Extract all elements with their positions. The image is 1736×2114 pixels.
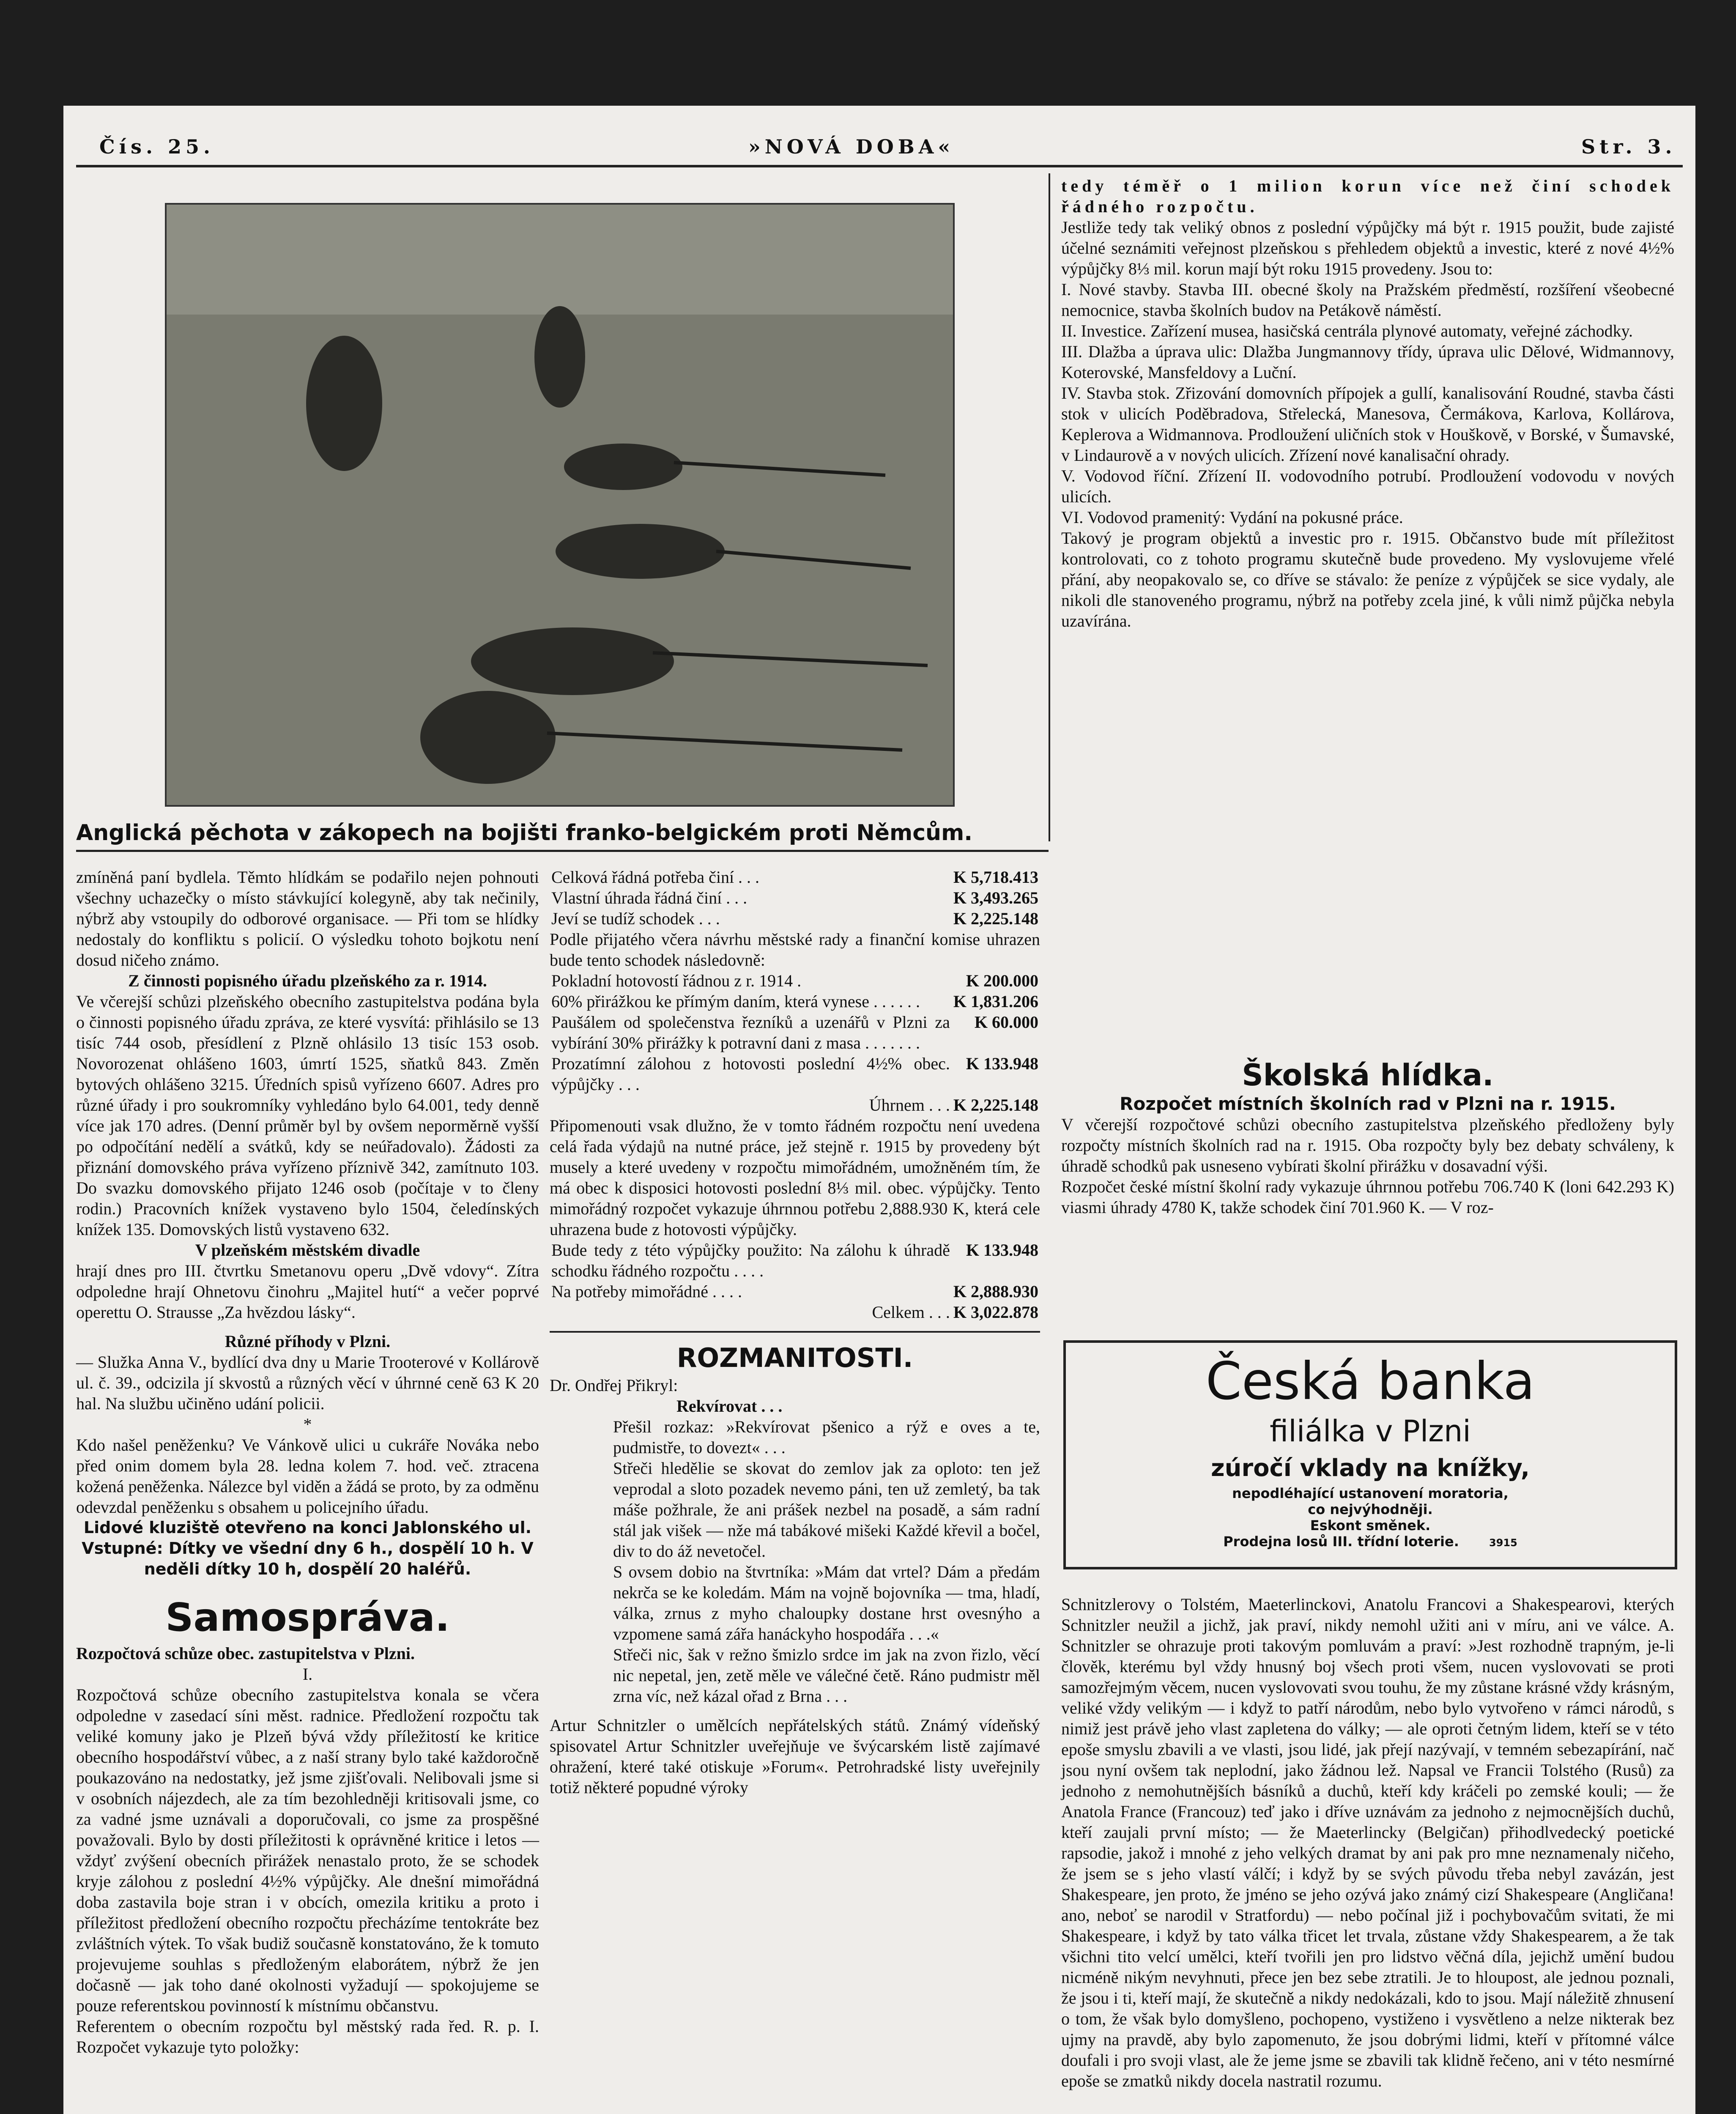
header-rule (76, 165, 1683, 167)
poem-author: Dr. Ondřej Přikryl: (550, 1376, 678, 1395)
poem-stanza-2: Střeči hledělie se skovat do zemlov jak za oploto: ten jež veprodal a sloto pozadek nevemo páni, ten už zemletý, ba tak máše požhrale, že ani prášek nezbel na posadě, a sám radní stál jak višek — nže má tabákové mišeki Každé křevil a bočel, div to do áž nevetočel. (613, 1459, 1040, 1561)
ad-line-1: nepodléhající ustanovení moratoria, (1232, 1485, 1509, 1501)
left-divider: * (303, 1415, 312, 1434)
budget-table-1 (550, 867, 1040, 929)
ad-deposits: zúročí vklady na knížky, (1211, 1454, 1530, 1482)
samosprava-para-1: Rozpočtová schůze obecního zastupitelstva konala se včera odpoledne v zasedací síni měst. radnice. Předložení rozpočtu tak veliké komuny jako je Plzeň bývá vždy příležitostí ke kritice obecního hospodářství vůbec, a z naší strany bylo také každoročně poukazováno na nedostatky, jež jsme zjišťovali. Nelibovali jsme si v osobních nájezdech, ale za tím bezohledněji kritisovali jsme, co za vadné jsme uznávali a doporučovali, co jsme za prospěšné považovali. Bylo by dosti příležitosti k oprávněné kritice i letos — vždyť zvýšení obecních přirážek nenastalo proto, že se schodek kryje zálohou z poslední 4½% výpůjčky. Ale dnešní mimořádná doba zastavila boje stran i v obcích, omezila kritiku a proto i příležitost předložení obecního rozpočtu přecházíme tentokráte bez zvláštních výtek. To však budiž současně konstatováno, že k tomuto projevujeme souhlas s předloženým elaborátem, nýbrž že jen dočasně — jak toho dané okolnosti vyžadují — spokojujeme se pouze referentskou povinností k místnímu občanstvu. (76, 1685, 539, 2015)
table-row: Jeví se tudíž schodek . . . K 2,225.148 (551, 909, 1038, 928)
budget-para-1: Jestliže tedy tak veliký obnos z poslední výpůjčky má být r. 1915 použit, bude zajisté účelné seznámiti veřejnost plzeňskou s přehledem objektů a investic, které z nové 4½% výpůjčky 8⅓ mil. korun mají být roku 1915 provedeny. Jsou to: (1061, 218, 1674, 278)
budget-para-2: Takový je program objektů a investic pro r. 1915. Občanstvo bude mít příležitost kontrolovati, co z tohoto programu skutečně bude provedeno. My vyslovujeme vřelé přání, aby neopakovalo se, co dříve se stávalo: že peníze z výpůjček se sice vydaly, ale nikoli dle stanoveného programu, nýbrž na potřeby zcela jiné, k vůli nimž půjčka nebyla uzavírána. (1061, 528, 1674, 630)
left-heading-3: Různé příhody v Plzni. (225, 1332, 391, 1351)
budget-lead: tedy téměř o 1 milion korun více než činí schodek řádného rozpočtu. (1061, 176, 1674, 216)
table-row: Vlastní úhrada řádná činí . . . K 3,493.265 (551, 888, 1038, 907)
middle-column (550, 867, 1040, 1798)
table-row: Na potřeby mimořádné . . . . K 2,888.930 (551, 1282, 1038, 1301)
poem (550, 1396, 1040, 1706)
middle-para-2: Připomenouti vsak dlužno, že v tomto řádném rozpočtu není uvedena celá řada výdajů na nutné práce, jež stejně r. 1915 by provedeny být musely a které uvedeny v rozpočtu mimořádném, umožněném tím, že má obec k disposici hotovosti poslední 8⅓ mil. obec. výpůjčky. Tento mimořádný rozpočet vykazuje úhrnnou potřebu 2,888.930 K, která cele uhrazena bude z hotovosti výpůjčky. (550, 1116, 1040, 1239)
table-row: Paušálem od společenstva řezníků a uzenářů v Plzni za vybírání 30% přirážky k potravní dani z masa . . . . . . . K 60.000 (551, 1013, 1038, 1052)
budget-item-3: III. Dlažba a úprava ulic: Dlažba Jungmannovy třídy, úprava ulic Dělové, Widmannovy, Koterovské, Mansfeldovy a Luční. (1061, 342, 1674, 382)
table-row: Prozatímní zálohou z hotovosti poslední 4½% obec. výpůjčky . . . K 133.948 (551, 1054, 1038, 1094)
rozmanitosti-title: ROZMANITOSTI. (676, 1342, 913, 1373)
samosprava-subtitle: Rozpočtová schůze obec. zastupitelstva v Plzni. (76, 1644, 415, 1663)
poem-stanza-4: Střeči nic, šak v režno šmizlo srdce im jak na zvon řizlo, věcí nic nepetal, jen, zetě měle ve válečné četě. Ráno pudmistr měl zrna víc, než kázal ořad z Brna . . . (613, 1645, 1040, 1706)
ad-lottery: Prodejna losů III. třídní loterie. (1223, 1533, 1459, 1550)
table-row: Celkem . . . K 3,022.878 (872, 1303, 1038, 1322)
poem-stanza-1: Přešil rozkaz: »Rekvírovat pšenico a rýž e oves a te, pudmistře, to dovezt« . . . (613, 1417, 1040, 1457)
column-rule (1049, 173, 1050, 841)
photo-soldiers-trench (165, 203, 955, 807)
issue-number: Čís. 25. (99, 135, 215, 158)
schnitzler-continuation (1061, 1594, 1674, 2091)
samosprava-part: I. (302, 1665, 313, 1684)
budget-item-2: II. Investice. Zařízení musea, hasičská centrála plynové automaty, veřejné záchodky. (1061, 321, 1633, 340)
budget-item-5: V. Vodovod říční. Zřízení II. vodovodního potrubí. Prodloužení vodovodu v nových ulicích. (1061, 466, 1674, 506)
table-row: Úhrnem . . . K 2,225.148 (869, 1095, 1038, 1115)
left-para-1: zmíněná paní bydlela. Těmto hlídkám se podařilo nejen pohnouti všechny uchazečky o místo stávkující kolegyně, aby tak nečinily, nýbrž aby vstoupily do odborové organisace. — Při tom se hlídky nedostaly do konfliktu s policií. O výsledku tohoto bojkotu není dosud ničeho známo. (76, 868, 539, 969)
school-para-1: V včerejší rozpočtové schůzi obecního zastupitelstva plzeňského předloženy byly rozpočty místních školních rad na r. 1915. Oba rozpočty byly bez debaty schváleny, k úhradě schodků pak usneseno vybírati školní přirážku v dosavadní výši. (1061, 1115, 1674, 1175)
ad-code: 3915 (1489, 1537, 1517, 1549)
budget-table-3 (550, 1240, 1040, 1323)
newspaper-page (63, 106, 1695, 2114)
school-section (1061, 1057, 1674, 1218)
bank-advertisement (1063, 1340, 1677, 1569)
left-para-2: Ve včerejší schůzi plzeňského obecního zastupitelstva podána byla o činnosti popisného úřadu zpráva, ze které vysvítá: přihlásilo se 13 tisíc 744 osob, přesídlení z Plzně ohlásilo 13 tisíc 153 osob. Novorozenat ohlášeno 1603, úmrtí 1525, sňatků 843. Změn bytových ohlášeno 3215. Úředních spisů vyřízeno 6607. Adres pro různé úřady i pro soukromníky vyhledáno bylo 64.001, tedy denně více jak 170 adres. (Denní průměr byl by ovšem neporměrně vyšší po odpočítání nedělí a svátků, kdy se neúřadovalo). Žádosti za přiznání domovského práva vyřízeno příznivě 342, zamítnuto 103. Do svazku domovského přijato 1246 osob (počítaje v to členy rodin.) Pracovních knížek vystaveno bylo 1504, čeledínských knížek 135. Domovských listů vystaveno 632. (76, 992, 539, 1239)
ad-line-3: Eskont směnek. (1310, 1517, 1431, 1533)
left-para-4: — Služka Anna V., bydlící dva dny u Marie Trooterové v Kollárově ul. č. 39., odcizila jí skvostů a různých věcí v úhrnné ceně 63 K 20 hal. Na službu učiněno udání policii. (76, 1353, 539, 1413)
budget-item-1: I. Nové stavby. Stavba III. obecné školy na Pražském předměstí, rozšíření všeobecné nemocnice, stavba školních budov na Petákově náměstí. (1061, 280, 1674, 320)
budget-item-4: IV. Stavba stok. Zřizování domovních přípojek a gullí, kanalisování Roudné, stavba části stok v ulicích Poděbradova, Střelecká, Manesova, Čermákova, Karlova, Kollárova, Keplerova a Widmannova. Prodloužení uličních stok v Houškově, v Borské, v Šumavské, v Lindaurově a v nových ulicích. Zřízení nové kanalisační ohrady. (1061, 383, 1674, 465)
samosprava-title: Samospráva. (165, 1595, 450, 1640)
budget-item-6: VI. Vodovod pramenitý: Vydání na pokusné práce. (1061, 508, 1403, 527)
table-row: Pokladní hotovostí řádnou z r. 1914 . K 200.000 (551, 971, 1038, 990)
schnitzler-para-right: Schnitzlerovy o Tolstém, Maeterlinckovi, Anatolu Francovi a Shakespearovi, kterých Schnitzler neužil a jichž, jak praví, nikdy nemohl užiti ani v míru, ani ve válce. A. Schnitzler se ohrazuje proti takovým pomluvám a praví: »Jest rozhodně trapným, je-li člověk, kterému byl vždy hnusný boj všech proti všem, nucen vyslovovati se proti samozřejmým věcem, nucen vyslovovati svou touhu, že my zůstane krásné vždy krásným, veliké vždy velikým — i když to patří národům, nebo bylo vytvořeno v rámci národů, s nimiž jest právě jeho vlast zapletena do války; — ale oproti četným lidem, kteří se v této epoše smyslu zbavili a ve vlasti, jsou lidé, jak přejí nazývají, v temném sebezapírání, nač jsou nyní ovšem tak neplodní, jako žádnou lež. Napsal ve Francii Tolstého (Rusů) za jednoho z nemohutnějších básníků a duchů, kteří kdy kráčeli po zemské kouli; — že Anatola France (Francouz) teď jako i dříve uznávám za jednoho z nejmocnějších duchů, kteří zaujali první místo; — že Maeterlincky (Belgičan) přihodlvedecký poetické rapsodie, jakož i mnohé z jeho velkých dramat by ani pak pro mne neznamenaly ničeho, že jsem se s jeho vlastí válčí; i když by se svých původu třeba nebyl zavázán, jest Shakespeare, jen proto, že jméno se jeho ozývá jako známý cizí Shakespeare (Angličana! ano, neboť se narodil v Stratfordu) — nebo počínal již i pochybovačům svitati, že mi Shakespeare, i když by tato válka třicet let trvala, zůstane vždy Shakespearem, a že tak všichni tito velcí umělci, kteří tvořili jen pro lidstvo věčná díla, jejichž umění budou nicméně nikým nevyhnuti, přece jen bez sebe ztratili. Je to hloupost, ale jednou poznali, že jsou i ti, kteří mají, že skutečně a nikdy nedokázali, kdo to jsou. Mají náležitě zhnusení o tom, že však bylo domyšleno, pochopeno, vystiženo i vysvětleno a nelze nikterak bez ujmy na pravdě, aby bylo zapomenuto, že jsou dobrými lidmi, kteří v přítomné válce doufali i pro svoji vlast, ale že jeme jsme se zbavili tak klidně řečeno, ani v této nesmírné epoše se zmatků nikdy docela nastratil rozumu. (1061, 1595, 1674, 2090)
ad-line-4 (1066, 1533, 1675, 1550)
poem-title: Rekvírovat . . . (676, 1397, 783, 1416)
page-number: Str. 3. (1581, 135, 1676, 158)
left-column (76, 867, 539, 2057)
middle-para-1: Podle přijatého včera návrhu městské rady a finanční komise uhrazen bude tento schodek následovně: (550, 930, 1040, 969)
ad-bank-name: Česká banka (1205, 1351, 1535, 1411)
ad-line-2: co nejvýhodněji. (1308, 1501, 1433, 1517)
school-section-title: Školská hlídka. (1242, 1058, 1494, 1093)
table-row: Bude tedy z této výpůjčky použito: Na zálohu k úhradě schodku řádného rozpočtu . . . . K 133.948 (551, 1240, 1038, 1280)
school-section-subtitle: Rozpočet místních školních rad v Plzni na r. 1915. (1120, 1093, 1616, 1114)
schnitzler-para: Artur Schnitzler o umělcích nepřátelských států. Známý vídeňský spisovatel Artur Schnitzler uveřejňuje ve švýcarském listě zajímavé ohražení, které také otiskuje »Forum«. Petrohradské listy uveřejnily totiž některé popudné výroky (550, 1716, 1040, 1797)
ad-branch: filiálka v Plzni (1270, 1414, 1471, 1449)
left-para-3: hrají dnes pro III. čtvrtku Smetanovu operu „Dvě vdovy“. Zítra odpoledne hrají Ohnetovu činohru „Majitel hutí“ a večer poprvé operettu O. Strausse „Za hvězdou lásky“. (76, 1261, 539, 1322)
budget-continuation-column (1061, 175, 1674, 631)
school-para-2: Rozpočet české místní školní rady vykazuje úhrnnou potřebu 706.740 K (loni 642.293 K) viasmi úhrady 4780 K, takže schodek činí 701.960 K. — V roz- (1061, 1177, 1674, 1217)
middle-rule (550, 1331, 1040, 1333)
photo-caption: Anglická pěchota v zákopech na bojišti franko-belgickém proti Němcům. (76, 820, 973, 846)
caption-rule (76, 850, 1049, 852)
masthead-title: »NOVÁ DOBA« (748, 135, 955, 158)
table-row: 60% přirážkou ke přímým daním, která vynese . . . . . . K 1,831.206 (551, 992, 1038, 1011)
left-para-5: Kdo našel peněženku? Ve Vánkově ulici u cukráře Nováka nebo před onim domem byla 28. ledna kolem 7. hod. več. ztracena kožená peněženka. Nálezce byl viděn a žádá se proto, by za odměnu odevzdal peněženku s obsahem u policejního úřadu. (76, 1435, 539, 1517)
left-heading-1: Z činnosti popisného úřadu plzeňského za r. 1914. (128, 971, 487, 990)
samosprava-para-2: Referentem o obecním rozpočtu byl městský rada řed. R. p. I. Rozpočet vykazuje tyto položky: (76, 2017, 539, 2056)
left-notice: Lidové kluziště otevřeno na konci Jablonského ul. Vstupné: Dítky ve všední dny 6 h., dospělí 10 h. V neděli dítky 10 h, dospělí 20 haléřů. (82, 1518, 534, 1578)
table-row: Celková řádná potřeba činí . . . K 5,718.413 (551, 868, 1038, 887)
left-heading-2: V plzeňském městském divadle (195, 1240, 420, 1260)
poem-stanza-3: S ovsem dobio na štvrtníka: »Mám dat vrtel? Dám a předám nekrča se ke koledám. Mám na vojně bojovníka — tma, hladí, válka, zrnus z myho chaloupky dostane hrst ovesnýho a vzpomene samá zářa hanáckyho hospodářa . . .« (613, 1562, 1040, 1643)
photo-illustration (167, 205, 953, 805)
budget-table-2 (550, 970, 1040, 1115)
